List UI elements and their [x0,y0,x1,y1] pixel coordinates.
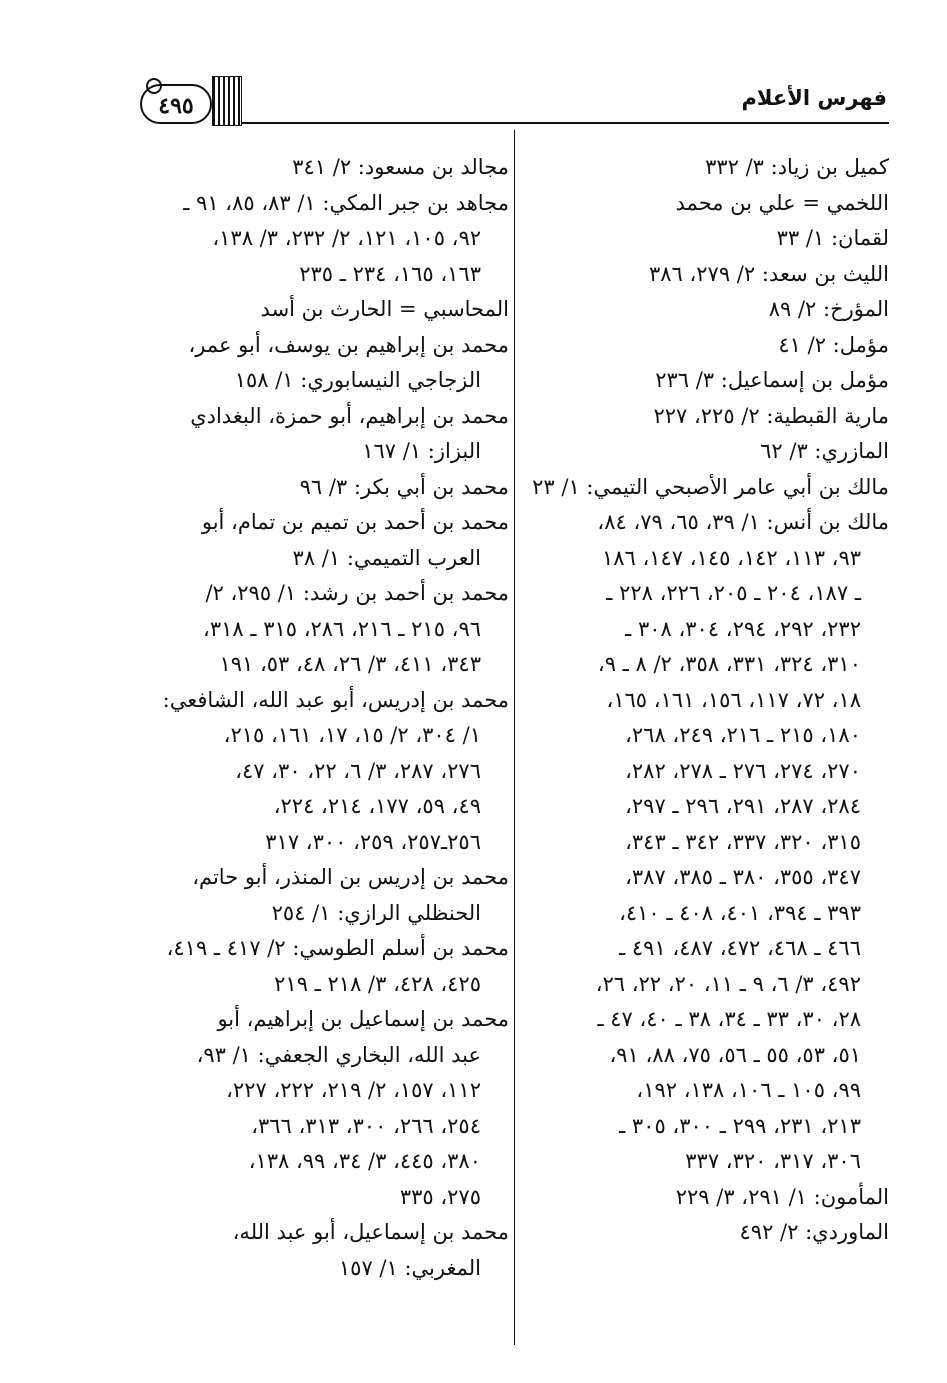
entry-continuation-line: ٣٠٦، ٣١٧، ٣٢٠، ٣٣٧ [685,1149,861,1173]
index-entry [484,221,889,257]
running-title: فهرس الأعلام [741,86,887,110]
index-entry [137,576,509,683]
entry-continuation-line: الزجاجي النيسابوري: ١/ ١٥٨ [234,368,481,392]
entry-line: المحاسبي = الحارث بن أسد [260,297,509,321]
entry-line: محمد بن إدريس بن المنذر، أبو حاتم، [192,865,509,889]
index-entry [137,150,509,186]
index-entry [137,399,509,470]
page-number-badge: ٤٩٥ [140,84,212,124]
entry-continuation-line: المغربي: ١/ ١٥٧ [338,1255,481,1280]
entry-continuation-line: ٣٨٠، ٤٤٥، ٣/ ٣٤، ٩٩، ١٣٨، [248,1149,481,1173]
index-entry [484,186,889,222]
entry-continuation-line: ٤٩، ٥٩، ١٧٧، ٢١٤، ٢٢٤، [273,794,481,818]
entry-line: محمد بن إسماعيل، أبو عبد الله، [232,1220,509,1244]
index-entry [137,328,509,399]
entry-line: محمد بن أبي بكر: ٣/ ٩٦ [299,474,509,499]
index-entry [137,1215,509,1286]
entry-line: محمد بن إدريس، أبو عبد الله، الشافعي: [162,687,509,712]
index-entry [484,328,889,364]
entry-line: محمد بن إبراهيم، أبو حمزة، البغدادي [190,403,509,428]
entry-continuation-line: ١٦٣، ١٦٥، ٢٣٤ ـ ٢٣٥ [299,261,481,286]
index-entry [137,505,509,576]
entry-continuation-line: ٣٤٧، ٣٥٥، ٣٨٠ ـ ٣٨٥، ٣٨٧، [625,865,861,889]
entry-continuation-line: ٥١، ٥٣، ٥٥ ـ ٥٦، ٧٥، ٨٨، ٩١، [609,1042,861,1067]
index-column-right [484,150,889,1251]
entry-continuation-line: ٩٦، ٢١٥ ـ ٢١٦، ٢٨٦، ٣١٥ ـ ٣١٨، [203,616,481,641]
entry-continuation-line: ٣٩٣ ـ ٣٩٤، ٤٠١، ٤٠٨ ـ ٤١٠، [619,900,861,925]
index-entry [137,292,509,328]
entry-line: مارية القبطية: ٢/ ٢٢٥، ٢٢٧ [653,403,889,428]
index-entry [484,257,889,293]
entry-continuation-line: ٢٨٤، ٢٨٧، ٢٩١، ٢٩٦ ـ ٢٩٧، [625,794,861,818]
entry-line: لقمان: ١/ ٣٣ [776,226,889,250]
entry-continuation-line: ٣١٠، ٣٢٤، ٣٣١، ٣٥٨، ٢/ ٨ ـ ٩، [597,652,861,676]
entry-line: مالك بن أبي عامر الأصبحي التيمي: ١/ ٢٣ [532,474,889,499]
entry-line: محمد بن إسماعيل بن إبراهيم، أبو [217,1007,509,1031]
index-entry [484,1180,889,1216]
entry-line: المأمون: ١/ ٢٩١، ٣/ ٢٢٩ [675,1184,889,1209]
index-entry [484,363,889,399]
index-entry [484,470,889,506]
index-entry [137,860,509,931]
entry-line: محمد بن أسلم الطوسي: ٢/ ٤١٧ ـ ٤١٩، [166,936,509,960]
entry-line: مالك بن أنس: ١/ ٣٩، ٦٥، ٧٩، ٨٤، [597,510,889,534]
entry-continuation-line: ٢٣٢، ٢٩٢، ٢٩٤، ٣٠٤، ٣٠٨ ـ [625,616,861,641]
index-entry [484,399,889,435]
index-entry [484,292,889,328]
entry-line: محمد بن إبراهيم بن يوسف، أبو عمر، [188,332,509,357]
entry-continuation-line: ٩٣، ١١٣، ١٤٢، ١٤٥، ١٤٧، ١٨٦ [601,545,861,570]
index-entry [137,931,509,1002]
entry-continuation-line: ١٨٠، ٢١٥ ـ ٢١٦، ٢٤٩، ٢٦٨، [625,723,861,747]
entry-line: كميل بن زياد: ٣/ ٣٣٢ [705,155,889,179]
entry-continuation-line: ٣٤٣، ٤١١، ٣/ ٢٦، ٤٨، ٥٣، ١٩١ [219,652,481,676]
entry-continuation-line: ـ ١٨٧، ٢٠٤ ـ ٢٠٥، ٢٢٦، ٢٢٨ ـ [606,581,861,605]
index-entry [137,186,509,293]
entry-continuation-line: عبد الله، البخاري الجعفي: ١/ ٩٣، [196,1042,481,1067]
entry-line: محمد بن أحمد بن تميم بن تمام، أبو [201,510,509,534]
entry-continuation-line: ٣١٥، ٣٢٠، ٣٣٧، ٣٤٢ ـ ٣٤٣، [625,829,861,854]
entry-continuation-line: العرب التميمي: ١/ ٣٨ [292,545,481,570]
index-entry [484,434,889,470]
entry-line: الماوردي: ٢/ ٤٩٢ [739,1220,889,1244]
entry-continuation-line: ٢١٣، ٢٣١، ٢٩٩ ـ ٣٠٠، ٣٠٥ ـ [619,1113,861,1138]
entry-line: المؤرخ: ٢/ ٨٩ [768,297,889,321]
entry-line: مؤمل بن إسماعيل: ٣/ ٢٣٦ [655,368,889,392]
index-entry [137,1002,509,1215]
entry-continuation-line: ٩٢، ١٠٥، ١٢١، ٢/ ٢٣٢، ٣/ ١٣٨، [212,226,481,250]
entry-continuation-line: ٤٩٢، ٣/ ٦، ٩ ـ ١١، ٢٠، ٢٢، ٢٦، [595,971,861,996]
page-header [0,0,947,140]
index-entry [484,505,889,1180]
entry-line: اللخمي = علي بن محمد [675,190,889,215]
entry-line: مجالد بن مسعود: ٢/ ٣٤١ [292,155,509,179]
ornament-stripes [212,76,242,126]
index-entry [137,683,509,861]
index-entry [484,150,889,186]
index-entry [484,1215,889,1251]
entry-continuation-line: ١١٢، ١٥٧، ٢/ ٢١٩، ٢٢٢، ٢٢٧، [226,1078,481,1102]
entry-continuation-line: ٢٥٤، ٢٦٦، ٣٠٠، ٣١٣، ٣٦٦، [251,1113,481,1138]
index-column-left [137,150,509,1286]
entry-continuation-line: ١/ ٣٠٤، ٢/ ١٥، ١٧، ١٦١، ٢١٥، [223,723,481,747]
index-entry [137,470,509,506]
entry-continuation-line: ٢٥٦ـ٢٥٧، ٢٥٩، ٣٠٠، ٣١٧ [265,829,481,854]
entry-continuation-line: ٢٨، ٣٠، ٣٣ ـ ٣٤، ٣٨ ـ ٤٠، ٤٧ ـ [597,1007,861,1031]
entry-line: مؤمل: ٢/ ٤١ [778,332,889,357]
entry-continuation-line: الحنظلي الرازي: ١/ ٢٥٤ [271,900,481,925]
entry-continuation-line: ٤٢٥، ٤٢٨، ٣/ ٢١٨ ـ ٢١٩ [274,971,481,996]
entry-line: المازري: ٣/ ٦٢ [760,439,889,463]
entry-continuation-line: البزاز: ١/ ١٦٧ [362,439,481,463]
entry-line: الليث بن سعد: ٢/ ٢٧٩، ٣٨٦ [648,261,889,286]
header-rule [240,122,889,124]
entry-continuation-line: ٢٧٠، ٢٧٤، ٢٧٦ ـ ٢٧٨، ٢٨٢، [625,758,861,783]
entry-line: محمد بن أحمد بن رشد: ١/ ٢٩٥، ٢/ [205,581,509,605]
entry-line: مجاهد بن جبر المكي: ١/ ٨٣، ٨٥، ٩١ ـ [183,190,509,215]
entry-continuation-line: ٢٧٦، ٢٨٧، ٣/ ٦، ٢٢، ٣٠، ٤٧، [235,758,481,783]
entry-continuation-line: ٤٦٦ ـ ٤٦٨، ٤٧٢، ٤٨٧، ٤٩١ ـ [619,936,861,960]
entry-continuation-line: ٩٩، ١٠٥ ـ ١٠٦، ١٣٨، ١٩٢، [636,1078,861,1102]
entry-continuation-line: ٢٧٥، ٣٣٥ [399,1184,481,1209]
entry-continuation-line: ١٨، ٧٢، ١١٧، ١٥٦، ١٦١، ١٦٥، [606,687,861,712]
